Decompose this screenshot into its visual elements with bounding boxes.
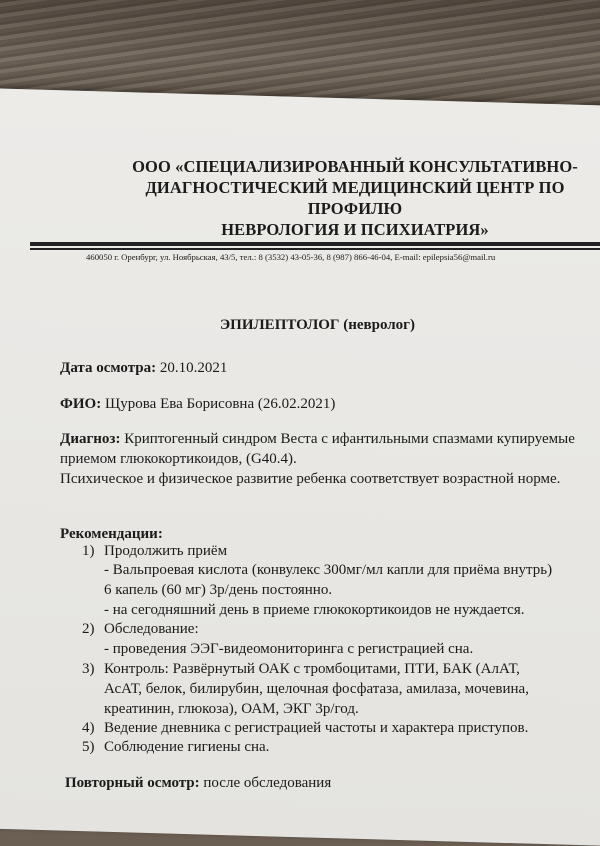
- diagnosis: [60, 429, 600, 489]
- rec-1-title: Продолжить приём: [104, 543, 228, 559]
- patient-name: [60, 394, 335, 414]
- rec-4-text: Ведение дневника с регистрацией частоты и характера приступов.: [104, 720, 529, 736]
- recommendation-3: [82, 659, 520, 679]
- header-rule-thick: [30, 242, 600, 246]
- recommendation-1: [82, 541, 227, 561]
- rec-1-sub-2: - на сегодняшний день в приеме глюкокортикоидов не нуждается.: [104, 602, 525, 618]
- rec-4-number: 4): [82, 720, 95, 736]
- organization-header: [120, 156, 590, 240]
- rec-2-number: 2): [82, 621, 95, 637]
- rec-3-number: 3): [82, 661, 95, 677]
- rec-3-line-3: креатинин, глюкоза), ОАМ, ЭКГ 3р/год.: [104, 701, 359, 717]
- followup-value: после обследования: [203, 775, 332, 791]
- rec-2-title: Обследование:: [104, 621, 199, 637]
- address-line: 460050 г. Оренбург, ул. Ноябрьская, 43/5, тел.: 8 (3532) 43-05-36, 8 (987) 866-46-04, E-mail: epilepsia56@mail.ru: [86, 252, 496, 262]
- exam-date-label: Дата осмотра:: [60, 360, 157, 376]
- exam-date: [60, 358, 227, 378]
- fio-label: ФИО:: [60, 396, 102, 412]
- rec-3-line-1: Контроль: Развёрнутый ОАК с тромбоцитами, ПТИ, БАК (АлАТ,: [104, 661, 520, 677]
- rec-5-number: 5): [82, 739, 95, 755]
- followup-label: Повторный осмотр:: [65, 775, 200, 791]
- diagnosis-label: Диагноз:: [60, 431, 121, 447]
- recommendations-label: Рекомендации:: [60, 526, 163, 542]
- fio-value: Щурова Ева Борисовна (26.02.2021): [104, 396, 336, 412]
- recommendation-5: [82, 737, 269, 757]
- followup: [65, 773, 331, 793]
- rec-1-sub-1a: - Вальпроевая кислота (конвулекс 300мг/мл капли для приёма внутрь): [104, 562, 553, 578]
- diagnosis-text: Криптогенный синдром Веста с ифантильными спазмами купируемые приемом глюкокортикоидов, (G40.4).: [60, 431, 575, 467]
- rec-2-sub-1: - проведения ЭЭГ-видеомониторинга с регистрацией сна.: [104, 641, 474, 657]
- exam-date-value: 20.10.2021: [159, 360, 228, 376]
- org-line-1: ООО «СПЕЦИАЛИЗИРОВАННЫЙ КОНСУЛЬТАТИВНО-: [132, 157, 578, 176]
- org-line-3: НЕВРОЛОГИЯ И ПСИХИАТРИЯ»: [221, 220, 489, 239]
- rec-1-number: 1): [82, 543, 95, 559]
- recommendation-4: [82, 718, 528, 738]
- rec-3-line-2: АсАТ, белок, билирубин, щелочная фосфатаза, амилаза, мочевина,: [104, 681, 529, 697]
- header-rule-thin: [30, 248, 600, 250]
- document-title: ЭПИЛЕПТОЛОГ (невролог): [220, 317, 415, 333]
- development-text: Психическое и физическое развитие ребенка соответствует возрастной норме.: [60, 471, 561, 487]
- recommendation-2: [82, 619, 199, 639]
- rec-1-sub-1b: 6 капель (60 мг) 3р/день постоянно.: [104, 582, 333, 598]
- rec-5-text: Соблюдение гигиены сна.: [104, 739, 270, 755]
- org-line-2: ДИАГНОСТИЧЕСКИЙ МЕДИЦИНСКИЙ ЦЕНТР ПО ПРОФИЛЮ: [145, 178, 565, 218]
